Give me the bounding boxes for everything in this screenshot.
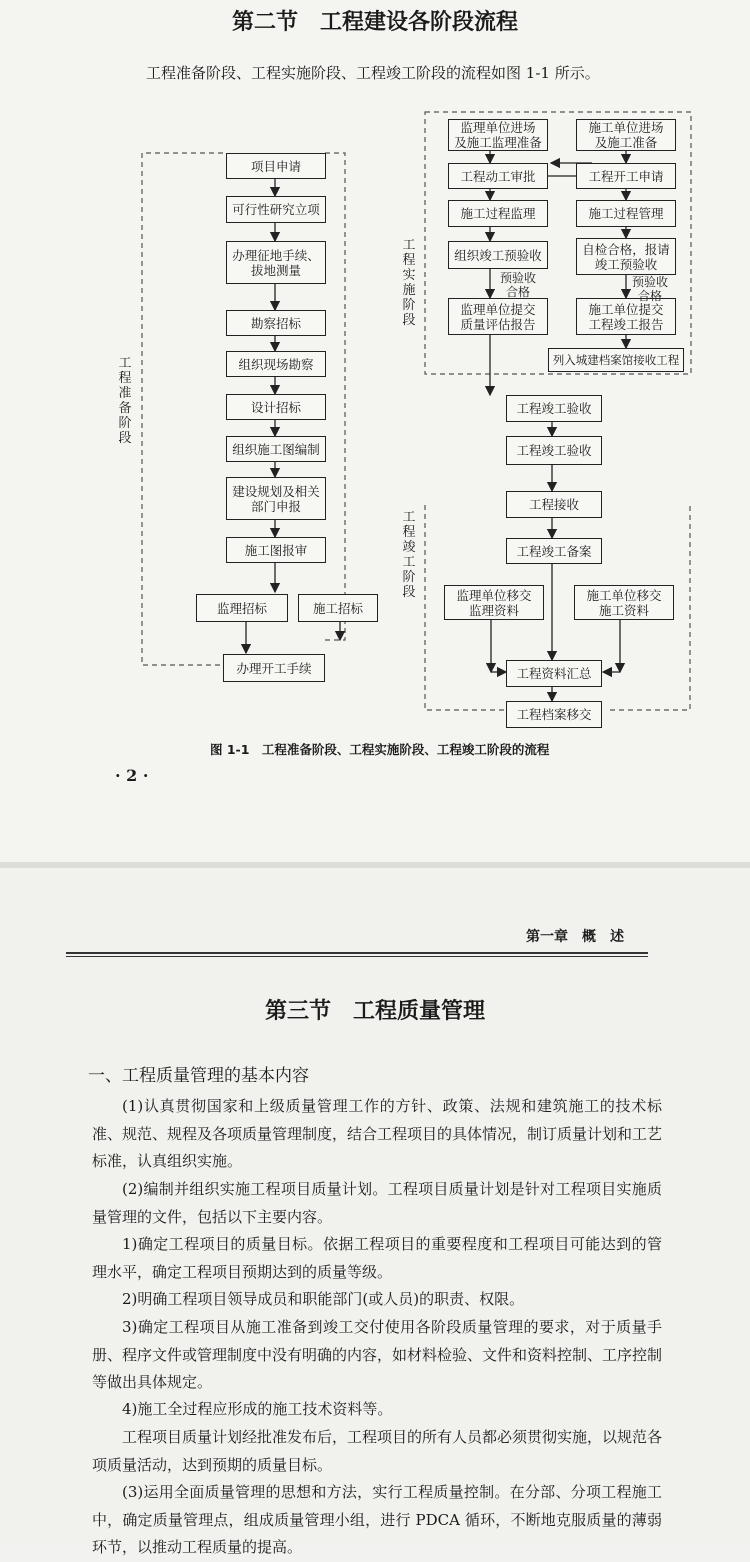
flow-box: 工程动工审批 bbox=[448, 163, 548, 189]
paragraph: 3)确定工程项目从施工准备到竣工交付使用各阶段质量管理的要求，对于质量手册、程序文件或管理制度中没有明确的内容，如材料检验、文件和资料控制、工序控制等做出具体规定。 bbox=[92, 1318, 663, 1391]
flow-box: 监理单位进场 及施工监理准备 bbox=[448, 119, 548, 151]
figure-caption: 图 1-1 工程准备阶段、工程实施阶段、工程竣工阶段的流程 bbox=[210, 742, 550, 757]
chapter-header: 第一章 概 述 bbox=[526, 929, 624, 945]
flow-box: 施工图报审 bbox=[226, 537, 326, 563]
flow-box: 办理征地手续、 拔地测量 bbox=[226, 241, 326, 284]
flow-box: 工程接收 bbox=[506, 491, 602, 518]
flow-box: 施工单位提交 工程竣工报告 bbox=[576, 298, 676, 335]
flow-box: 工程竣工验收 bbox=[506, 395, 602, 422]
page-lower bbox=[0, 868, 750, 1556]
phase-label-preparation: 工程准备阶段 bbox=[118, 356, 132, 446]
flow-box-summary: 工程资料汇总 bbox=[506, 660, 602, 687]
flow-box: 施工单位进场 及施工准备 bbox=[576, 119, 676, 151]
flow-box: 工程竣工备案 bbox=[506, 538, 602, 564]
flow-box: 项目申请 bbox=[226, 153, 326, 179]
flow-box: 施工过程监理 bbox=[448, 200, 548, 227]
paragraph: (2)编制并组织实施工程项目质量计划。工程项目质量计划是针对工程项目实施质量管理的文件，包括以下主要内容。 bbox=[92, 1180, 662, 1226]
flow-box: 组织现场勘察 bbox=[226, 351, 326, 377]
flow-box: 施工过程管理 bbox=[576, 200, 676, 227]
flow-box: 组织施工图编制 bbox=[226, 436, 326, 462]
flow-box: 监理单位提交 质量评估报告 bbox=[448, 298, 548, 335]
flow-box-transfer-supervision: 监理单位移交 监理资料 bbox=[444, 585, 544, 620]
flow-box: 自检合格，报请 竣工预验收 bbox=[576, 238, 676, 275]
section-title: 第二节 工程建设各阶段流程 bbox=[231, 9, 518, 35]
paragraph: 4)施工全过程应形成的施工技术资料等。 bbox=[122, 1400, 393, 1418]
flow-box-construction-tender: 施工招标 bbox=[298, 594, 378, 622]
page-number: · 2 · bbox=[115, 766, 149, 785]
phase-label-implementation: 工程实施阶段 bbox=[402, 238, 416, 328]
section-title: 第三节 工程质量管理 bbox=[264, 998, 485, 1024]
flow-box-archive-transfer: 工程档案移交 bbox=[506, 701, 602, 728]
flow-box: 勘察招标 bbox=[226, 310, 326, 336]
flow-box: 工程开工申请 bbox=[576, 163, 676, 189]
flow-box-transfer-construction: 施工单位移交 施工资料 bbox=[574, 585, 674, 620]
header-rule bbox=[66, 952, 648, 954]
paragraph: (3)运用全面质量管理的思想和方法，实行工程质量控制。在分部、分项工程施工中，确定质量管理点，组成质量管理小组，进行 PDCA 循环，不断地克服质量的薄弱环节，以推动工程质量的提高。 bbox=[92, 1483, 662, 1556]
flow-box: 建设规划及相关 部门申报 bbox=[226, 477, 326, 520]
flow-box-archive-plan: 列入城建档案馆接收工程 bbox=[548, 348, 684, 372]
paragraph: 1)确定工程项目的质量目标。依据工程项目的重要程度和工程项目可能达到的管理水平，确定工程项目预期达到的质量等级。 bbox=[92, 1235, 662, 1281]
flow-box: 设计招标 bbox=[226, 394, 326, 420]
paragraph: 工程项目质量计划经批准发布后，工程项目的所有人员都必须贯彻实施，以规范各项质量活动，达到预期的质量目标。 bbox=[92, 1428, 663, 1474]
flow-box-supervision-tender: 监理招标 bbox=[196, 594, 288, 622]
paragraph: 2)明确工程项目领导成员和职能部门(或人员)的职责、权限。 bbox=[122, 1290, 525, 1308]
preaccept-pass-label: 预验收 合格 bbox=[499, 271, 536, 299]
flow-box: 可行性研究立项 bbox=[226, 196, 326, 223]
flow-box: 组织竣工预验收 bbox=[448, 241, 548, 269]
intro-text: 工程准备阶段、工程实施阶段、工程竣工阶段的流程如图 1-1 所示。 bbox=[146, 64, 600, 82]
paragraph: (1)认真贯彻国家和上级质量管理工作的方针、政策、法规和建筑施工的技术标准、规范、规程及各项质量管理制度，结合工程项目的具体情况，制订质量计划和工艺标准，认真组织实施。 bbox=[92, 1097, 663, 1170]
header-rule-thin bbox=[66, 956, 648, 957]
subheading: 一、工程质量管理的基本内容 bbox=[88, 1066, 309, 1086]
flow-box: 工程竣工验收 bbox=[506, 436, 602, 465]
flow-box-start-procedure: 办理开工手续 bbox=[223, 654, 325, 682]
preaccept-pass-label: 预验收 合格 bbox=[631, 275, 668, 303]
phase-label-completion: 工程竣工阶段 bbox=[402, 510, 416, 600]
